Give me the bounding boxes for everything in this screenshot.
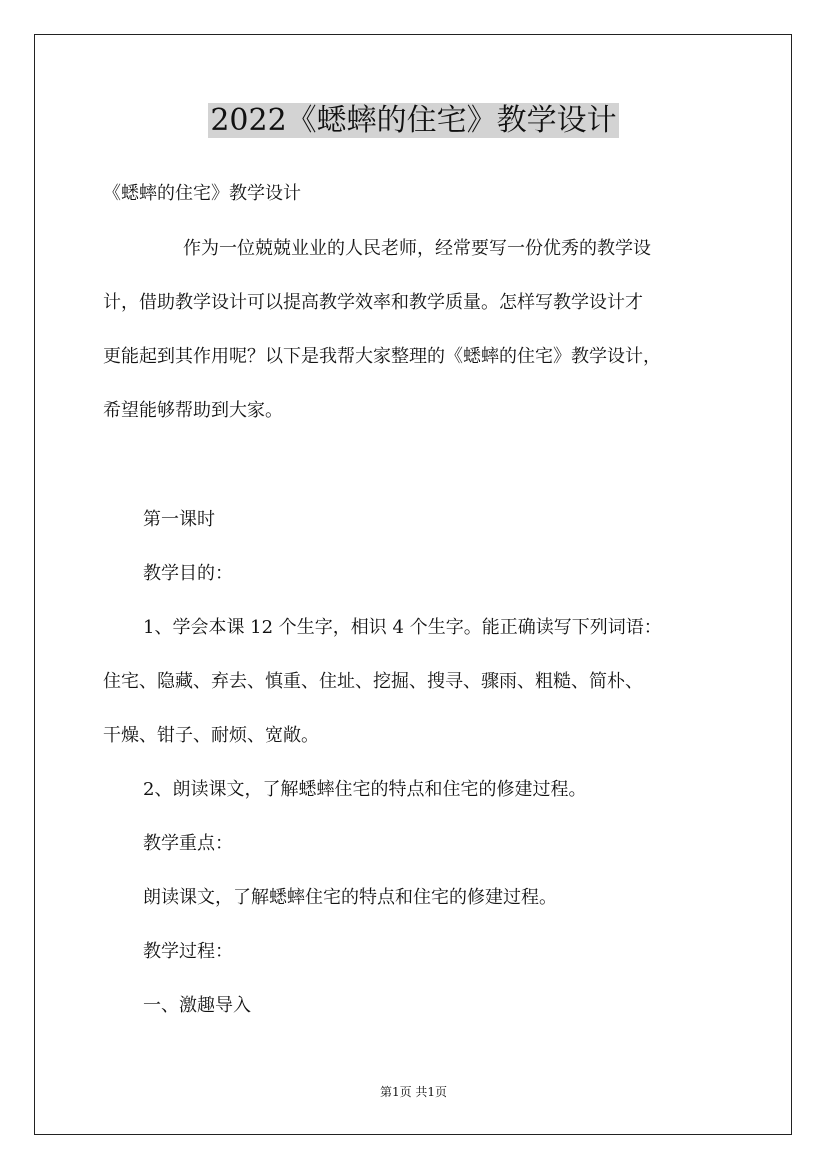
intro-line-3: 更能起到其作用呢？以下是我帮大家整理的《蟋蟀的住宅》教学设计，	[103, 346, 661, 367]
goals-heading: 教学目的：	[143, 563, 233, 584]
focus-text: 朗读课文，了解蟋蟀住宅的特点和住宅的修建过程。	[143, 887, 557, 908]
document-title	[0, 101, 827, 141]
intro-line-2: 计，借助教学设计可以提高教学效率和教学质量。怎样写教学设计才	[103, 292, 643, 313]
lesson-heading: 第一课时	[143, 509, 215, 530]
document-title-text: 2022《蟋蟀的住宅》教学设计	[210, 103, 617, 138]
process-heading: 教学过程：	[143, 941, 233, 962]
goal-1-line-1: 1、学会本课 12 个生字，相识 4 个生字。能正确读写下列词语：	[143, 617, 662, 638]
page-footer: 第1页 共1页	[379, 1085, 448, 1099]
goal-1-line-2: 住宅、隐藏、弃去、慎重、住址、挖掘、搜寻、骤雨、粗糙、简朴、	[103, 671, 643, 692]
step-1: 一、激趣导入	[143, 995, 251, 1016]
goal-1-line-3: 干燥、钳子、耐烦、宽敞。	[103, 725, 319, 746]
intro-line-4: 希望能够帮助到大家。	[103, 400, 283, 421]
subtitle: 《蟋蟀的住宅》教学设计	[103, 183, 301, 204]
focus-heading: 教学重点：	[143, 833, 233, 854]
intro-line-1: 作为一位兢兢业业的人民老师，经常要写一份优秀的教学设	[183, 238, 651, 259]
goal-2: 2、朗读课文，了解蟋蟀住宅的特点和住宅的修建过程。	[143, 779, 587, 800]
